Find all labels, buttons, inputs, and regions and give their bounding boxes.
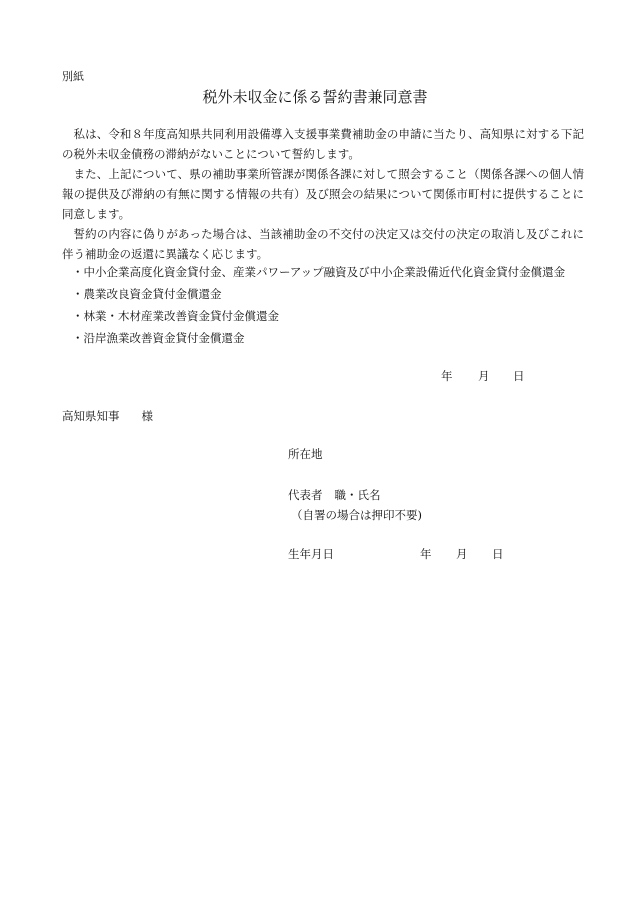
addressee-name: 高知県知事: [62, 409, 120, 423]
title-name-label: 職・氏名: [334, 488, 381, 502]
body-paragraphs: [62, 124, 584, 264]
addressee: [62, 408, 153, 424]
addressee-honorific: 様: [141, 409, 153, 423]
birth-year-label: 年: [420, 547, 432, 561]
birth-day-label: 日: [492, 547, 504, 561]
date-month-label: 月: [478, 369, 490, 383]
signature-note: （自署の場合は押印不要): [291, 508, 422, 522]
list-item: ・中小企業高度化資金貸付金、産業パワーアップ融資及び中小企業設備近代化資金貸付金償還金: [72, 265, 566, 279]
birth-date-label: 生年月日: [288, 547, 334, 561]
paragraph-pledge: 私は、令和８年度高知県共同利用設備導入支援事業費補助金の申請に当たり、高知県に対する下記の税外未収金債務の滞納がないことについて誓約します。: [62, 127, 584, 161]
list-item: ・林業・木材産業改善資金貸付金償還金: [72, 309, 279, 323]
attachment-label: 別紙: [62, 70, 84, 83]
address-label: 所在地: [288, 447, 323, 461]
list-item: ・沿岸漁業改善資金貸付金償還金: [72, 331, 245, 345]
date-day-label: 日: [513, 369, 525, 383]
representative-label: 代表者: [288, 488, 323, 502]
date-year-label: 年: [441, 369, 453, 383]
receivables-list: [72, 261, 565, 349]
paragraph-falsehood: 誓約の内容に偽りがあった場合は、当該補助金の不交付の決定又は交付の決定の取消し及びこれに伴う補助金の返還に異議なく応じます。: [62, 227, 584, 261]
representative-line: [288, 487, 381, 503]
list-item: ・農業改良資金貸付金償還金: [72, 287, 222, 301]
paragraph-consent: また、上記について、県の補助事業所管課が関係各課に対して照会すること（関係各課への個人情報の提供及び滞納の有無に関する情報の共有）及び照会の結果について関係市町村に提供することに同意します。: [62, 167, 584, 221]
document-title: 税外未収金に係る誓約書兼同意書: [202, 88, 428, 106]
birth-month-label: 月: [456, 547, 468, 561]
